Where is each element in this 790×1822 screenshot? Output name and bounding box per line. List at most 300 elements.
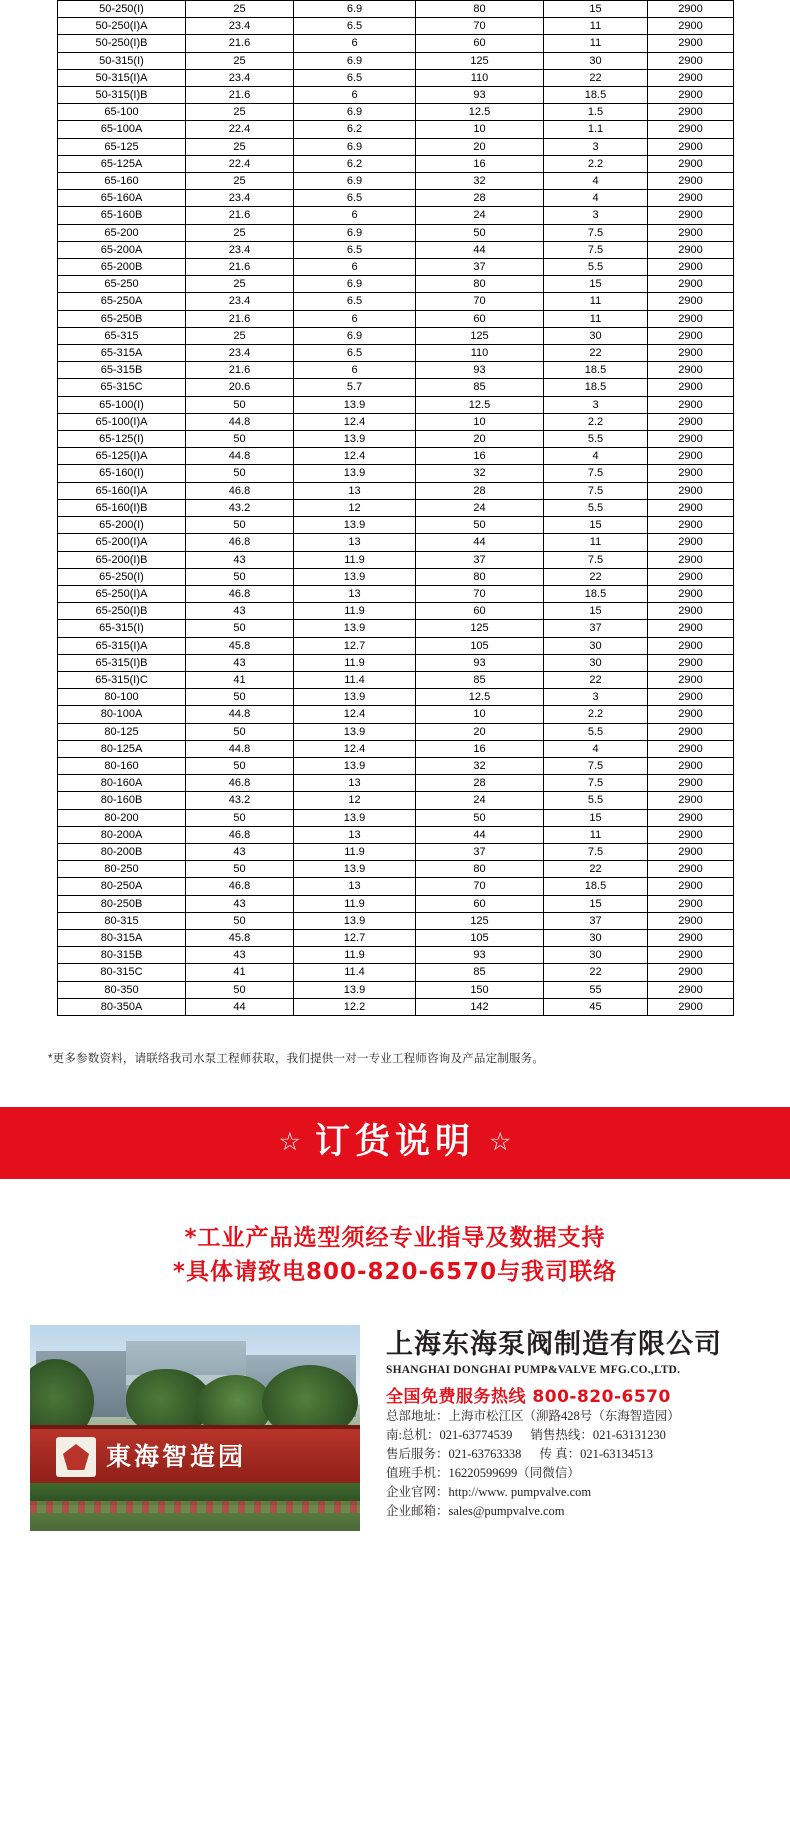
table-cell-3: 10 bbox=[416, 413, 544, 430]
headline-2: *具体请致电800-820-6570与我司联络 bbox=[172, 1258, 618, 1285]
table-cell-0: 65-100(I) bbox=[58, 396, 186, 413]
table-cell-1: 41 bbox=[186, 671, 294, 688]
table-cell-3: 24 bbox=[416, 207, 544, 224]
table-cell-0: 80-160A bbox=[58, 775, 186, 792]
table-cell-1: 25 bbox=[186, 224, 294, 241]
table-cell-5: 2900 bbox=[648, 740, 734, 757]
table-cell-3: 12.5 bbox=[416, 396, 544, 413]
table-cell-3: 70 bbox=[416, 878, 544, 895]
table-cell-5: 2900 bbox=[648, 878, 734, 895]
table-cell-1: 50 bbox=[186, 689, 294, 706]
company-website-line[interactable] bbox=[386, 1483, 722, 1502]
table-cell-4: 18.5 bbox=[544, 362, 648, 379]
table-cell-0: 65-160(I)B bbox=[58, 499, 186, 516]
table-cell-5: 2900 bbox=[648, 1, 734, 18]
company-hotline: 全国免费服务热线 800-820-6570 bbox=[386, 1386, 671, 1407]
address-value: 上海市松江区（泖路428号（东海智造园） bbox=[448, 1408, 680, 1423]
table-cell-3: 93 bbox=[416, 87, 544, 104]
table-row bbox=[58, 345, 734, 362]
table-row bbox=[58, 35, 734, 52]
table-cell-1: 25 bbox=[186, 52, 294, 69]
table-cell-1: 46.8 bbox=[186, 826, 294, 843]
table-cell-2: 13 bbox=[294, 775, 416, 792]
table-cell-2: 12.7 bbox=[294, 929, 416, 946]
table-cell-2: 13.9 bbox=[294, 912, 416, 929]
table-cell-1: 46.8 bbox=[186, 878, 294, 895]
table-cell-2: 13 bbox=[294, 585, 416, 602]
table-row bbox=[58, 981, 734, 998]
table-cell-5: 2900 bbox=[648, 895, 734, 912]
table-cell-3: 93 bbox=[416, 362, 544, 379]
table-cell-0: 65-250A bbox=[58, 293, 186, 310]
table-cell-5: 2900 bbox=[648, 620, 734, 637]
table-cell-0: 65-315(I) bbox=[58, 620, 186, 637]
table-cell-3: 20 bbox=[416, 138, 544, 155]
table-row bbox=[58, 224, 734, 241]
table-cell-0: 65-160B bbox=[58, 207, 186, 224]
table-cell-4: 4 bbox=[544, 740, 648, 757]
table-cell-2: 13 bbox=[294, 534, 416, 551]
table-cell-3: 16 bbox=[416, 448, 544, 465]
fax-value: 021-63134513 bbox=[580, 1446, 653, 1461]
table-cell-2: 11.4 bbox=[294, 964, 416, 981]
table-row bbox=[58, 585, 734, 602]
table-row bbox=[58, 792, 734, 809]
table-cell-5: 2900 bbox=[648, 826, 734, 843]
table-cell-4: 7.5 bbox=[544, 241, 648, 258]
table-cell-3: 70 bbox=[416, 293, 544, 310]
table-row bbox=[58, 637, 734, 654]
table-row bbox=[58, 482, 734, 499]
table-cell-5: 2900 bbox=[648, 259, 734, 276]
table-cell-0: 80-125A bbox=[58, 740, 186, 757]
table-cell-0: 65-200(I)A bbox=[58, 534, 186, 551]
banner-title: 订货说明 bbox=[314, 1122, 475, 1163]
table-cell-4: 22 bbox=[544, 568, 648, 585]
table-row bbox=[58, 706, 734, 723]
table-row bbox=[58, 190, 734, 207]
table-cell-3: 12.5 bbox=[416, 689, 544, 706]
table-cell-1: 43 bbox=[186, 843, 294, 860]
table-cell-4: 11 bbox=[544, 35, 648, 52]
table-cell-0: 65-250(I) bbox=[58, 568, 186, 585]
table-cell-1: 22.4 bbox=[186, 155, 294, 172]
table-row bbox=[58, 138, 734, 155]
table-cell-1: 43 bbox=[186, 551, 294, 568]
factory-photo bbox=[30, 1325, 360, 1531]
table-cell-3: 93 bbox=[416, 654, 544, 671]
spec-table-body bbox=[58, 1, 734, 1016]
table-cell-1: 50 bbox=[186, 981, 294, 998]
table-row bbox=[58, 379, 734, 396]
table-cell-5: 2900 bbox=[648, 310, 734, 327]
table-cell-0: 50-250(I)B bbox=[58, 35, 186, 52]
table-cell-3: 28 bbox=[416, 190, 544, 207]
table-cell-3: 44 bbox=[416, 534, 544, 551]
table-cell-2: 11.9 bbox=[294, 551, 416, 568]
table-cell-2: 6.5 bbox=[294, 69, 416, 86]
table-cell-1: 46.8 bbox=[186, 585, 294, 602]
table-cell-2: 6 bbox=[294, 259, 416, 276]
table-cell-5: 2900 bbox=[648, 396, 734, 413]
table-cell-3: 93 bbox=[416, 947, 544, 964]
table-cell-0: 65-200 bbox=[58, 224, 186, 241]
table-cell-3: 10 bbox=[416, 121, 544, 138]
table-cell-2: 6 bbox=[294, 87, 416, 104]
table-cell-0: 65-100(I)A bbox=[58, 413, 186, 430]
table-cell-1: 43.2 bbox=[186, 792, 294, 809]
table-cell-1: 21.6 bbox=[186, 259, 294, 276]
sales-label: 南:总机： bbox=[386, 1427, 440, 1442]
table-cell-0: 65-160A bbox=[58, 190, 186, 207]
table-cell-2: 6.9 bbox=[294, 52, 416, 69]
table-cell-3: 60 bbox=[416, 603, 544, 620]
table-cell-4: 30 bbox=[544, 637, 648, 654]
company-email-line[interactable] bbox=[386, 1502, 722, 1521]
table-cell-4: 5.5 bbox=[544, 723, 648, 740]
table-cell-0: 50-315(I)B bbox=[58, 87, 186, 104]
table-cell-1: 44 bbox=[186, 998, 294, 1015]
table-cell-5: 2900 bbox=[648, 912, 734, 929]
table-cell-0: 65-315(I)C bbox=[58, 671, 186, 688]
table-cell-1: 41 bbox=[186, 964, 294, 981]
table-cell-4: 18.5 bbox=[544, 379, 648, 396]
table-row bbox=[58, 843, 734, 860]
table-cell-2: 6.9 bbox=[294, 276, 416, 293]
table-cell-4: 3 bbox=[544, 396, 648, 413]
table-cell-5: 2900 bbox=[648, 190, 734, 207]
table-cell-2: 12.4 bbox=[294, 706, 416, 723]
table-row bbox=[58, 775, 734, 792]
table-cell-0: 65-250B bbox=[58, 310, 186, 327]
table-cell-2: 6 bbox=[294, 35, 416, 52]
table-cell-4: 30 bbox=[544, 327, 648, 344]
table-cell-3: 80 bbox=[416, 861, 544, 878]
table-cell-1: 44.8 bbox=[186, 740, 294, 757]
table-cell-2: 12 bbox=[294, 792, 416, 809]
table-row bbox=[58, 121, 734, 138]
table-cell-0: 80-350A bbox=[58, 998, 186, 1015]
table-row bbox=[58, 929, 734, 946]
table-cell-3: 85 bbox=[416, 671, 544, 688]
table-cell-3: 20 bbox=[416, 723, 544, 740]
table-cell-4: 5.5 bbox=[544, 792, 648, 809]
table-cell-2: 13.9 bbox=[294, 517, 416, 534]
table-cell-4: 11 bbox=[544, 826, 648, 843]
table-cell-5: 2900 bbox=[648, 52, 734, 69]
company-info bbox=[360, 1325, 722, 1521]
table-row bbox=[58, 826, 734, 843]
table-row bbox=[58, 861, 734, 878]
table-cell-0: 65-315(I)A bbox=[58, 637, 186, 654]
table-cell-2: 6.9 bbox=[294, 327, 416, 344]
table-cell-5: 2900 bbox=[648, 465, 734, 482]
table-cell-3: 37 bbox=[416, 551, 544, 568]
table-row bbox=[58, 18, 734, 35]
table-cell-0: 80-350 bbox=[58, 981, 186, 998]
company-service-line bbox=[386, 1445, 722, 1464]
table-cell-1: 44.8 bbox=[186, 448, 294, 465]
table-cell-4: 15 bbox=[544, 809, 648, 826]
table-cell-4: 2.2 bbox=[544, 413, 648, 430]
photo-flowerbed bbox=[30, 1501, 360, 1513]
table-cell-0: 80-160 bbox=[58, 757, 186, 774]
table-cell-4: 37 bbox=[544, 912, 648, 929]
table-cell-3: 80 bbox=[416, 1, 544, 18]
table-row bbox=[58, 310, 734, 327]
table-cell-5: 2900 bbox=[648, 603, 734, 620]
company-footer bbox=[0, 1325, 790, 1557]
table-cell-1: 50 bbox=[186, 912, 294, 929]
table-cell-2: 6.5 bbox=[294, 293, 416, 310]
table-cell-5: 2900 bbox=[648, 551, 734, 568]
table-cell-5: 2900 bbox=[648, 293, 734, 310]
table-cell-5: 2900 bbox=[648, 517, 734, 534]
company-mobile-line bbox=[386, 1464, 722, 1483]
table-cell-1: 23.4 bbox=[186, 190, 294, 207]
table-cell-2: 13.9 bbox=[294, 757, 416, 774]
table-cell-5: 2900 bbox=[648, 499, 734, 516]
pump-spec-table bbox=[57, 0, 734, 1016]
table-cell-2: 13.9 bbox=[294, 396, 416, 413]
table-cell-1: 50 bbox=[186, 809, 294, 826]
table-cell-4: 30 bbox=[544, 52, 648, 69]
table-cell-4: 5.5 bbox=[544, 431, 648, 448]
table-cell-1: 23.4 bbox=[186, 69, 294, 86]
table-cell-2: 13.9 bbox=[294, 620, 416, 637]
table-cell-5: 2900 bbox=[648, 413, 734, 430]
table-cell-2: 6.9 bbox=[294, 224, 416, 241]
table-cell-2: 6.5 bbox=[294, 241, 416, 258]
table-cell-4: 15 bbox=[544, 1, 648, 18]
table-cell-0: 50-315(I)A bbox=[58, 69, 186, 86]
table-cell-4: 7.5 bbox=[544, 843, 648, 860]
table-cell-0: 65-315(I)B bbox=[58, 654, 186, 671]
table-cell-1: 23.4 bbox=[186, 345, 294, 362]
table-row bbox=[58, 207, 734, 224]
table-cell-1: 25 bbox=[186, 276, 294, 293]
table-cell-5: 2900 bbox=[648, 792, 734, 809]
table-row bbox=[58, 448, 734, 465]
footnote: *更多参数资料，请联络我司水泵工程师获取，我们提供一对一专业工程师咨询及产品定制服务。 bbox=[48, 1052, 545, 1065]
table-cell-4: 2.2 bbox=[544, 155, 648, 172]
table-cell-5: 2900 bbox=[648, 929, 734, 946]
table-cell-5: 2900 bbox=[648, 534, 734, 551]
table-row bbox=[58, 568, 734, 585]
table-cell-0: 65-250(I)A bbox=[58, 585, 186, 602]
table-row bbox=[58, 723, 734, 740]
table-cell-5: 2900 bbox=[648, 207, 734, 224]
table-cell-4: 30 bbox=[544, 654, 648, 671]
table-cell-2: 13 bbox=[294, 482, 416, 499]
table-row bbox=[58, 293, 734, 310]
table-cell-4: 11 bbox=[544, 18, 648, 35]
table-cell-1: 43 bbox=[186, 947, 294, 964]
company-name-en: SHANGHAI DONGHAI PUMP&VALVE MFG.CO.,LTD. bbox=[386, 1363, 681, 1376]
table-cell-4: 22 bbox=[544, 861, 648, 878]
table-cell-4: 7.5 bbox=[544, 551, 648, 568]
table-cell-2: 11.9 bbox=[294, 843, 416, 860]
table-cell-4: 4 bbox=[544, 448, 648, 465]
table-cell-0: 80-160B bbox=[58, 792, 186, 809]
table-cell-0: 80-315B bbox=[58, 947, 186, 964]
table-row bbox=[58, 671, 734, 688]
table-cell-1: 21.6 bbox=[186, 310, 294, 327]
table-cell-3: 32 bbox=[416, 757, 544, 774]
table-cell-5: 2900 bbox=[648, 757, 734, 774]
table-cell-0: 65-100 bbox=[58, 104, 186, 121]
table-cell-5: 2900 bbox=[648, 35, 734, 52]
table-cell-1: 22.4 bbox=[186, 121, 294, 138]
table-cell-0: 65-315 bbox=[58, 327, 186, 344]
table-row bbox=[58, 689, 734, 706]
website-value[interactable]: http://www. pumpvalve.com bbox=[448, 1484, 592, 1499]
table-cell-1: 50 bbox=[186, 465, 294, 482]
table-cell-2: 11.9 bbox=[294, 947, 416, 964]
table-cell-1: 43 bbox=[186, 654, 294, 671]
photo-wall-text: 東海智造园 bbox=[106, 1441, 247, 1471]
table-cell-0: 80-100A bbox=[58, 706, 186, 723]
table-cell-3: 28 bbox=[416, 482, 544, 499]
table-cell-5: 2900 bbox=[648, 431, 734, 448]
order-instructions-banner bbox=[0, 1107, 790, 1179]
table-cell-5: 2900 bbox=[648, 362, 734, 379]
table-cell-4: 4 bbox=[544, 173, 648, 190]
table-cell-5: 2900 bbox=[648, 276, 734, 293]
table-cell-1: 43 bbox=[186, 603, 294, 620]
mobile-label: 值班手机： bbox=[386, 1465, 449, 1480]
table-cell-3: 150 bbox=[416, 981, 544, 998]
table-cell-0: 65-100A bbox=[58, 121, 186, 138]
table-row bbox=[58, 998, 734, 1015]
table-row bbox=[58, 87, 734, 104]
table-row bbox=[58, 104, 734, 121]
table-cell-1: 46.8 bbox=[186, 482, 294, 499]
table-cell-2: 12.4 bbox=[294, 448, 416, 465]
table-cell-3: 60 bbox=[416, 310, 544, 327]
table-cell-4: 18.5 bbox=[544, 878, 648, 895]
table-row bbox=[58, 327, 734, 344]
email-value[interactable]: sales@pumpvalve.com bbox=[448, 1503, 565, 1518]
service-value: 021-63763338 bbox=[448, 1446, 522, 1461]
table-cell-1: 21.6 bbox=[186, 35, 294, 52]
table-row bbox=[58, 620, 734, 637]
table-cell-0: 80-250 bbox=[58, 861, 186, 878]
table-cell-0: 65-315A bbox=[58, 345, 186, 362]
table-cell-5: 2900 bbox=[648, 843, 734, 860]
table-cell-2: 13.9 bbox=[294, 689, 416, 706]
table-cell-3: 50 bbox=[416, 809, 544, 826]
table-cell-3: 20 bbox=[416, 431, 544, 448]
table-cell-2: 13.9 bbox=[294, 568, 416, 585]
table-cell-3: 125 bbox=[416, 52, 544, 69]
table-cell-0: 50-250(I) bbox=[58, 1, 186, 18]
table-cell-3: 24 bbox=[416, 792, 544, 809]
table-cell-5: 2900 bbox=[648, 981, 734, 998]
table-cell-5: 2900 bbox=[648, 69, 734, 86]
table-cell-5: 2900 bbox=[648, 224, 734, 241]
table-cell-0: 65-160(I) bbox=[58, 465, 186, 482]
table-row bbox=[58, 895, 734, 912]
table-cell-4: 11 bbox=[544, 293, 648, 310]
sales-value: 021-63774539 bbox=[439, 1427, 513, 1442]
table-cell-2: 13 bbox=[294, 826, 416, 843]
email-label: 企业邮箱： bbox=[386, 1503, 449, 1518]
table-cell-0: 50-315(I) bbox=[58, 52, 186, 69]
table-row bbox=[58, 517, 734, 534]
table-cell-2: 12.4 bbox=[294, 413, 416, 430]
table-cell-5: 2900 bbox=[648, 327, 734, 344]
table-cell-4: 7.5 bbox=[544, 757, 648, 774]
table-cell-5: 2900 bbox=[648, 671, 734, 688]
table-row bbox=[58, 654, 734, 671]
table-row bbox=[58, 912, 734, 929]
table-cell-4: 5.5 bbox=[544, 499, 648, 516]
table-cell-5: 2900 bbox=[648, 482, 734, 499]
table-cell-4: 15 bbox=[544, 517, 648, 534]
table-row bbox=[58, 241, 734, 258]
table-cell-0: 65-250(I)B bbox=[58, 603, 186, 620]
table-cell-2: 13.9 bbox=[294, 431, 416, 448]
table-cell-1: 50 bbox=[186, 861, 294, 878]
table-cell-3: 60 bbox=[416, 35, 544, 52]
table-cell-2: 6.5 bbox=[294, 18, 416, 35]
table-cell-4: 4 bbox=[544, 190, 648, 207]
table-cell-0: 80-315C bbox=[58, 964, 186, 981]
table-cell-3: 110 bbox=[416, 345, 544, 362]
table-cell-2: 11.9 bbox=[294, 603, 416, 620]
table-cell-2: 6.5 bbox=[294, 345, 416, 362]
table-cell-0: 65-125A bbox=[58, 155, 186, 172]
table-cell-5: 2900 bbox=[648, 104, 734, 121]
photo-company-logo-icon bbox=[56, 1437, 96, 1477]
table-cell-4: 30 bbox=[544, 929, 648, 946]
table-cell-2: 12.7 bbox=[294, 637, 416, 654]
table-cell-1: 44.8 bbox=[186, 706, 294, 723]
table-cell-4: 55 bbox=[544, 981, 648, 998]
table-cell-1: 23.4 bbox=[186, 18, 294, 35]
table-cell-1: 50 bbox=[186, 568, 294, 585]
table-row bbox=[58, 465, 734, 482]
table-cell-4: 18.5 bbox=[544, 585, 648, 602]
table-cell-3: 16 bbox=[416, 740, 544, 757]
table-row bbox=[58, 551, 734, 568]
table-cell-3: 37 bbox=[416, 259, 544, 276]
table-cell-3: 12.5 bbox=[416, 104, 544, 121]
table-row bbox=[58, 431, 734, 448]
table-cell-3: 85 bbox=[416, 379, 544, 396]
table-row bbox=[58, 499, 734, 516]
banner-inner bbox=[278, 1122, 512, 1163]
table-cell-1: 50 bbox=[186, 723, 294, 740]
table-cell-2: 12.4 bbox=[294, 740, 416, 757]
table-cell-5: 2900 bbox=[648, 448, 734, 465]
table-cell-4: 5.5 bbox=[544, 259, 648, 276]
table-row bbox=[58, 740, 734, 757]
table-cell-5: 2900 bbox=[648, 947, 734, 964]
table-cell-3: 110 bbox=[416, 69, 544, 86]
service-label: 售后服务： bbox=[386, 1446, 449, 1461]
table-cell-3: 105 bbox=[416, 929, 544, 946]
table-cell-0: 80-250A bbox=[58, 878, 186, 895]
table-row bbox=[58, 413, 734, 430]
table-cell-0: 80-100 bbox=[58, 689, 186, 706]
table-cell-5: 2900 bbox=[648, 964, 734, 981]
table-cell-2: 11.9 bbox=[294, 895, 416, 912]
headline-block bbox=[0, 1221, 790, 1289]
table-cell-2: 13.9 bbox=[294, 981, 416, 998]
table-cell-3: 70 bbox=[416, 18, 544, 35]
